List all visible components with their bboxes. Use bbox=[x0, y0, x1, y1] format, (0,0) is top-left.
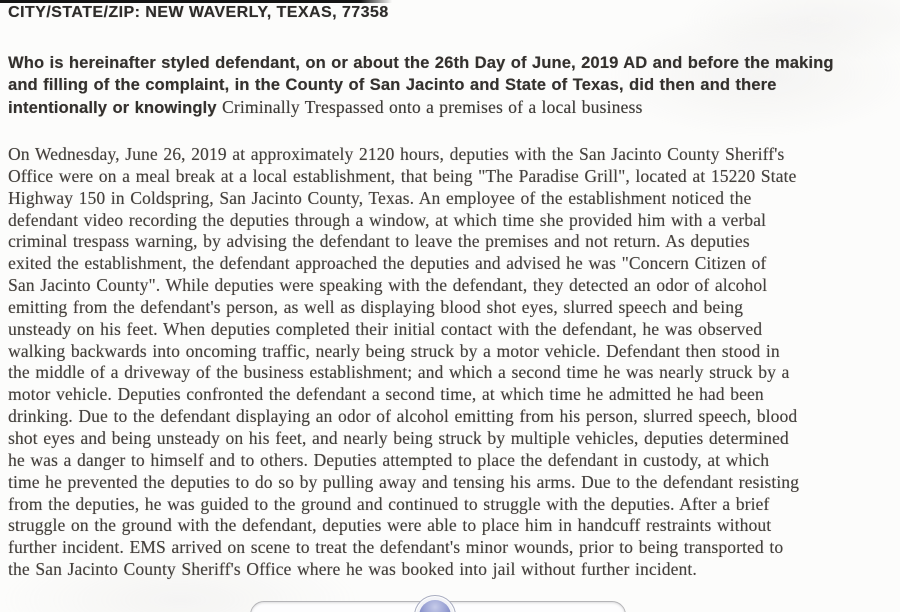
city-state-zip-value: NEW WAVERLY, TEXAS, 77358 bbox=[145, 4, 389, 21]
play-slideshow-icon bbox=[419, 600, 451, 612]
charge-line: and filling of the complaint, in the County of San Jacinto and State of Texas, did then and there bbox=[8, 76, 777, 94]
play-slideshow-button[interactable] bbox=[414, 595, 456, 612]
charge-line-bold-part: intentionally or knowingly bbox=[8, 99, 222, 117]
narrative-line: San Jacinto County". While deputies were speaking with the defendant, they detected an odor of alcohol bbox=[8, 275, 768, 296]
narrative-line: he was a danger to himself and to others. Deputies attempted to place the defendant in custody, at which bbox=[8, 449, 770, 470]
narrative-line: struggle on the ground with the defendant, deputies were able to place him in handcuff restraints without bbox=[8, 515, 772, 536]
charge-line bbox=[8, 96, 888, 119]
narrative-paragraph bbox=[8, 144, 896, 581]
narrative-line: drinking. Due to the defendant displaying an odor of alcohol emitting from his person, slurred speech, blood bbox=[8, 406, 798, 427]
city-state-zip-line bbox=[8, 4, 389, 22]
narrative-line: On Wednesday, June 26, 2019 at approximately 2120 hours, deputies with the San Jacinto County Sheriff's bbox=[8, 144, 785, 164]
narrative-line: from the deputies, he was guided to the ground and continued to struggle with the deputies. After a brief bbox=[8, 493, 770, 514]
narrative-line: further incident. EMS arrived on scene to treat the defendant's minor wounds, prior to being transported to bbox=[8, 537, 784, 558]
narrative-line: Highway 150 in Coldspring, San Jacinto County, Texas. An employee of the establishment noticed the bbox=[8, 187, 752, 208]
city-state-zip-label: CITY/STATE/ZIP: bbox=[8, 4, 141, 21]
narrative-line: emitting from the defendant's person, as well as displaying blood shot eyes, slurred speech and being bbox=[8, 296, 744, 317]
top-partial-rule bbox=[0, 0, 392, 3]
narrative-line: criminal trespass warning, by advising the defendant to leave the premises and not return. As deputies bbox=[8, 231, 750, 252]
narrative-line: time he prevented the deputies to do so by pulling away and tensing his arms. Due to the defendant resisting bbox=[8, 471, 800, 492]
narrative-line: walking backwards into oncoming traffic, nearly being struck by a motor vehicle. Defendant then stood in bbox=[8, 340, 780, 361]
charge-offense-text: Criminally Trespassed onto a premises of a local business bbox=[221, 97, 643, 117]
narrative-line: motor vehicle. Deputies confronted the defendant a second time, at which time he admitted he had been bbox=[8, 384, 764, 405]
narrative-line: unsteady on his feet. When deputies completed their initial contact with the defendant, he was observed bbox=[8, 318, 763, 339]
narrative-line: the San Jacinto County Sheriff's Office where he was booked into jail without further incident. bbox=[8, 559, 697, 580]
narrative-line: exited the establishment, the defendant approached the deputies and advised he was "Concern Citizen of bbox=[8, 253, 767, 274]
charge-paragraph bbox=[8, 52, 888, 119]
narrative-line: defendant video recording the deputies through a window, at which time she provided him with a verbal bbox=[8, 209, 767, 230]
narrative-line: the middle of a driveway of the business establishment; and which a second time he was nearly struck by a bbox=[8, 362, 790, 383]
charge-line: Who is hereinafter styled defendant, on or about the 26th Day of June, 2019 AD and before the making bbox=[8, 54, 834, 72]
narrative-line: Office were on a meal break at a local establishment, that being "The Paradise Grill", located at 15220 State bbox=[8, 165, 797, 186]
narrative-line: shot eyes and being unsteady on his feet, and nearly being struck by multiple vehicles, deputies determined bbox=[8, 427, 789, 448]
